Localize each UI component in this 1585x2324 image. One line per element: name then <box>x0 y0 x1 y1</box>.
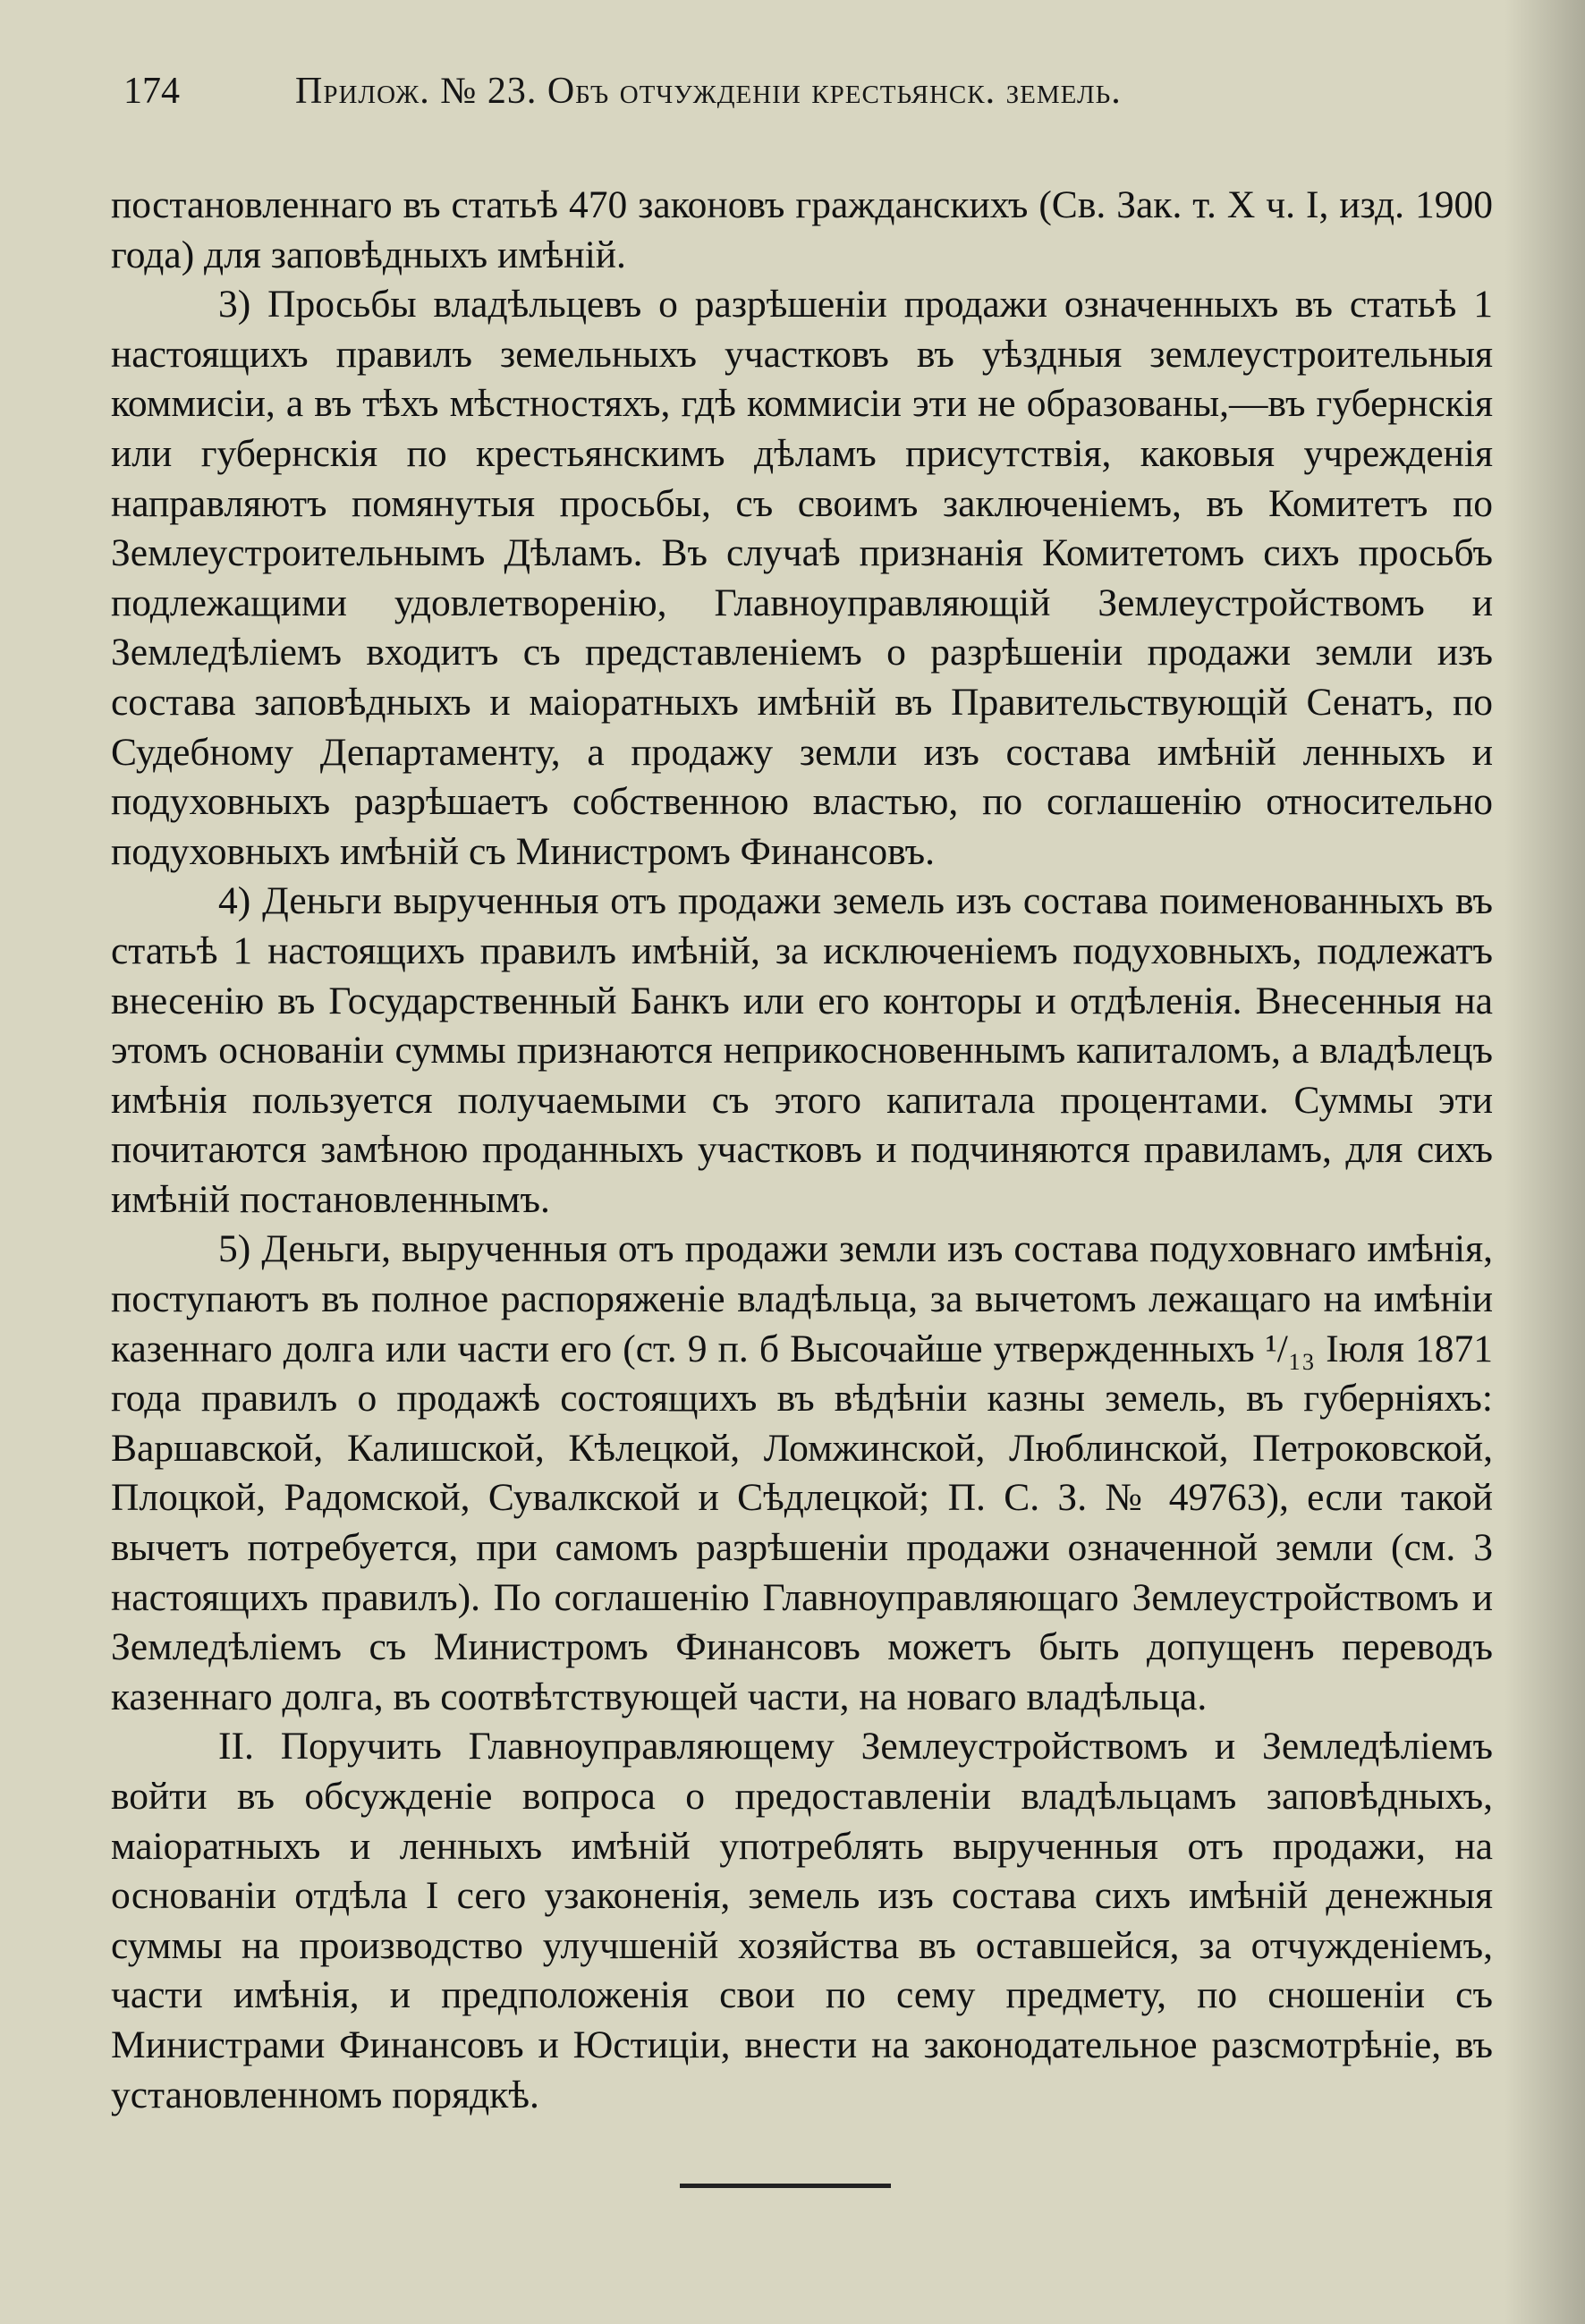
body-text <box>111 181 1493 2120</box>
end-divider-rule <box>680 2184 891 2188</box>
paragraph-clause-3: 3) Просьбы владѣльцевъ о разрѣшеніи продажи означенныхъ въ статьѣ 1 настоящихъ правилъ земельныхъ участковъ въ уѣздныя землеустроительныя коммисіи, а въ тѣхъ мѣстностяхъ, гдѣ коммисіи эти не образованы,—въ губернскія или губернскія по крестьянскимъ дѣламъ присутствія, каковыя учрежденія направляютъ помянутыя просьбы, съ своимъ заключеніемъ, въ Комитетъ по Землеустроительнымъ Дѣламъ. Въ случаѣ признанія Комитетомъ сихъ просьбъ подлежащими удовлетворенію, Главноуправляющій Землеустройствомъ и Земледѣліемъ входитъ съ представленіемъ о разрѣшеніи продажи земли изъ состава заповѣдныхъ и маіоратныхъ имѣній въ Правительствующій Сенатъ, по Судебному Департаменту, а продажу земли изъ состава имѣній ленныхъ и подуховныхъ разрѣшаетъ собственною властью, по соглашенію относительно подуховныхъ имѣній съ Министромъ Финансовъ. <box>111 283 1493 873</box>
paragraph-clause-4: 4) Деньги вырученныя отъ продажи земель изъ состава поименованныхъ въ статьѣ 1 настоящихъ правилъ имѣній, за исключеніемъ подуховныхъ, подлежатъ внесенію въ Государственный Банкъ или его конторы и отдѣленія. Внесенныя на этомъ основаніи суммы признаются неприкосновеннымъ капиталомъ, а владѣлецъ имѣнія пользуется получаемыми съ этого капитала процентами. Суммы эти почитаются замѣною проданныхъ участковъ и подчиняются правиламъ, для сихъ имѣній постановленнымъ. <box>111 879 1493 1221</box>
paragraph-section-2: II. Поручить Главноуправляющему Землеустройствомъ и Земледѣліемъ войти въ обсужденіе вопроса о предоставленіи владѣльцамъ заповѣдныхъ, маіоратныхъ и ленныхъ имѣній употреблять вырученныя отъ продажи, на основаніи отдѣла I сего узаконенія, земель изъ состава сихъ имѣній денежныя суммы на производство улучшеній хозяйства въ оставшейся, за отчужденіемъ, части имѣнія, и предположенія свои по сему предмету, по сношеніи съ Министрами Финансовъ и Юстиціи, внести на законодательное разсмотрѣніе, въ установленномъ порядкѣ. <box>111 1725 1493 2116</box>
page-number: 174 <box>123 71 180 112</box>
paragraph-clause-5: 5) Деньги, вырученныя отъ продажи земли изъ состава подуховнаго имѣнія, поступаютъ въ полное распоряженіе владѣльца, за вычетомъ лежащаго на имѣніи казеннаго долга или части его (ст. 9 п. б Высочайше утвержденныхъ ¹/₁₃ Іюля 1871 года правилъ о продажѣ состоящихъ въ вѣдѣніи казны земель, въ губерніяхъ: Варшавской, Калишской, Кѣлецкой, Ломжинской, Люблинской, Петроковской, Плоцкой, Радомской, Сувалкской и Сѣдлецкой; П. С. З. № 49763), если такой вычетъ потребуется, при самомъ разрѣшеніи продажи означенной земли (см. 3 настоящихъ правилъ). По соглашенію Главноуправляющаго Землеустройствомъ и Земледѣліемъ съ Министромъ Финансовъ можетъ быть допущенъ переводъ казеннаго долга, въ соотвѣтствующей части, на новаго владѣльца. <box>111 1227 1493 1718</box>
running-head-title: Прилож. № 23. Объ отчужденіи крестьянск. земель. <box>295 71 1122 112</box>
paragraph-continuation: постановленнаго въ статьѣ 470 законовъ гражданскихъ (Св. Зак. т. X ч. I, изд. 1900 года) для заповѣдныхъ имѣній. <box>111 183 1493 276</box>
running-head <box>123 70 1483 123</box>
